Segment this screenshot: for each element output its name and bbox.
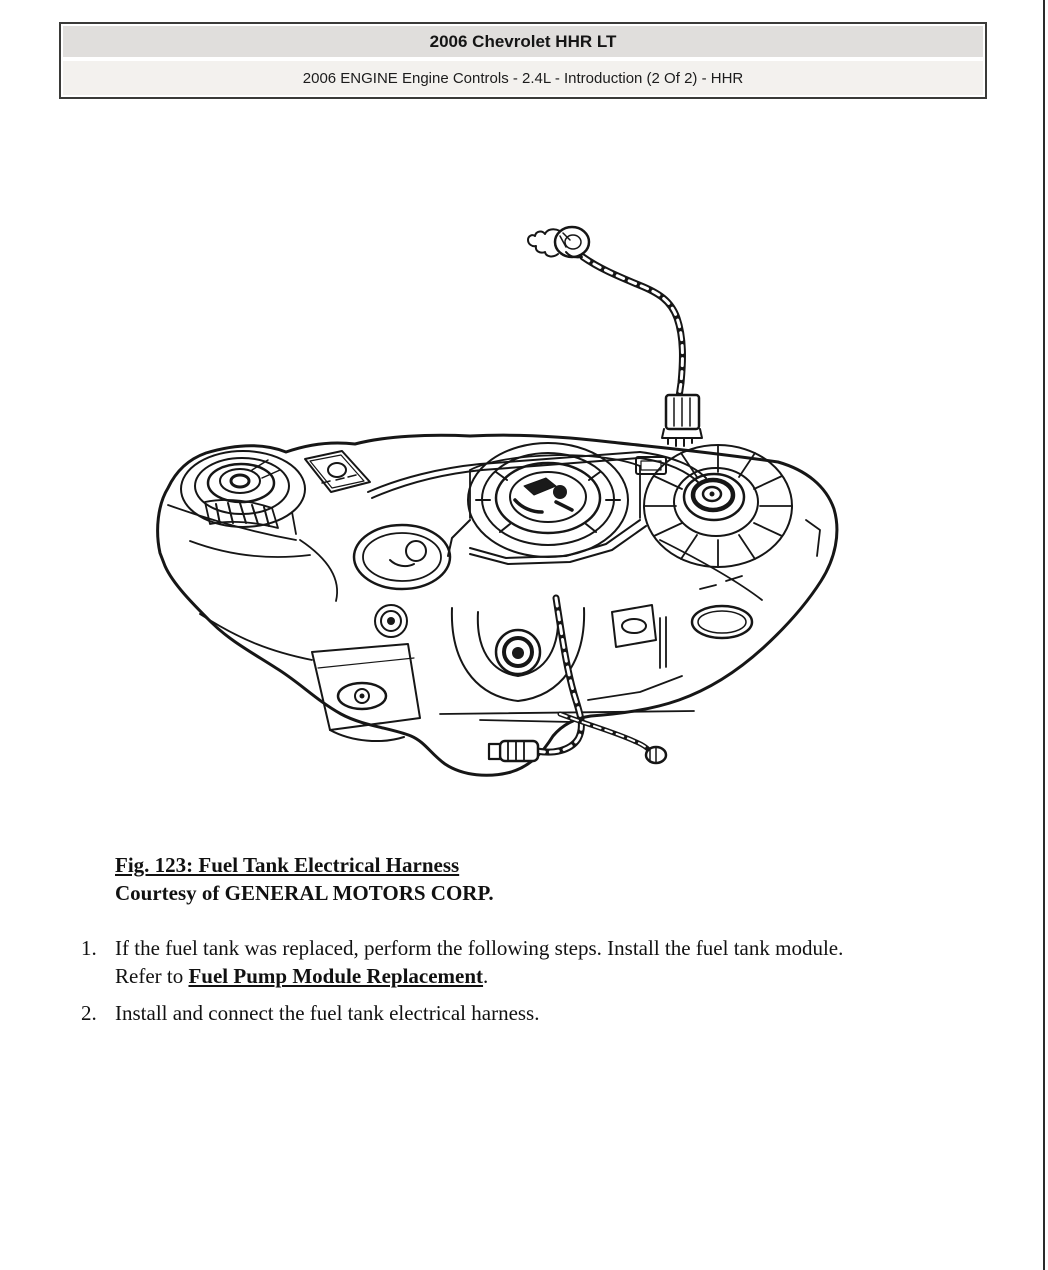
list-item xyxy=(81,999,1011,1027)
window-edge-line xyxy=(1043,0,1045,1270)
section-title-text: 2006 ENGINE Engine Controls - 2.4L - Introduction (2 Of 2) - HHR xyxy=(302,69,744,87)
vehicle-title xyxy=(63,26,983,57)
step-number: 2. xyxy=(81,1001,97,1025)
instruction-list xyxy=(81,934,1011,1036)
list-item xyxy=(81,934,1011,990)
figure-credit: Courtesy of GENERAL MOTORS CORP. xyxy=(115,881,494,905)
figure-caption-title: Fig. 123: Fuel Tank Electrical Harness xyxy=(115,853,460,877)
fuel-tank-diagram xyxy=(150,200,850,800)
section-title xyxy=(63,61,983,95)
fuel-pump-module-replacement-link[interactable]: Fuel Pump Module Replacement xyxy=(188,964,484,988)
vehicle-title-text: 2006 Chevrolet HHR LT xyxy=(429,31,617,51)
step-text: Install and connect the fuel tank electrical harness. xyxy=(115,1001,540,1025)
figure-caption xyxy=(115,851,815,907)
step-text: If the fuel tank was replaced, perform the following steps. Install the fuel tank module. Refer to Fuel Pump Module Replacement. xyxy=(115,936,844,988)
electrical-harness xyxy=(528,227,702,446)
tank-body xyxy=(158,435,837,775)
step-number: 1. xyxy=(81,936,97,960)
title-block xyxy=(59,22,987,99)
figure-container xyxy=(150,200,850,800)
